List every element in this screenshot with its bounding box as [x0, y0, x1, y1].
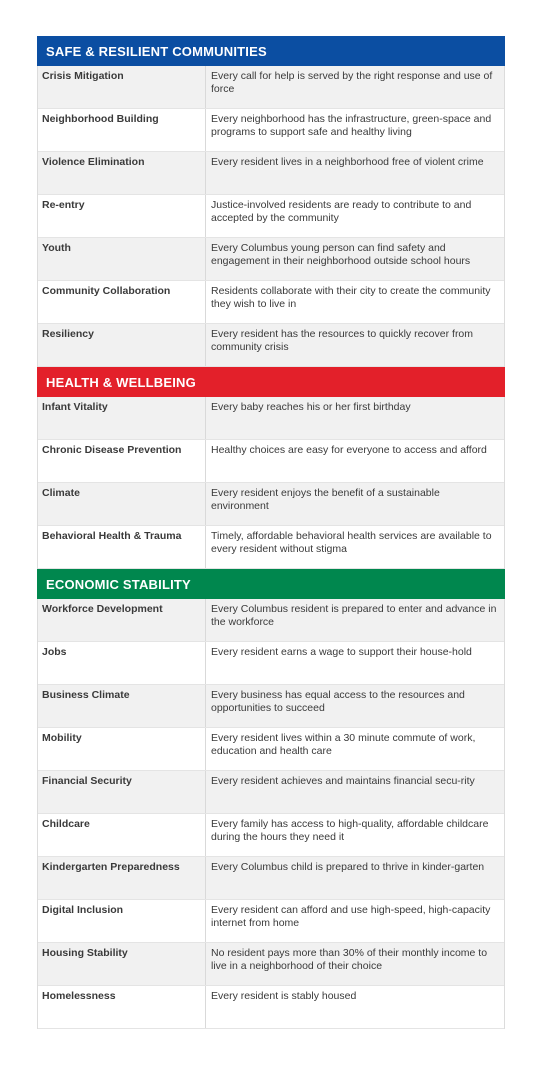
goal-description: Every resident achieves and maintains financial secu-rity	[211, 775, 475, 787]
section-body	[37, 599, 505, 1029]
table-row	[38, 195, 504, 238]
goal-category: Mobility	[38, 728, 206, 770]
section-body	[37, 66, 505, 367]
goal-category: Business Climate	[38, 685, 206, 727]
section-body	[37, 397, 505, 569]
goal-description: Every call for help is served by the right response and use of force	[211, 70, 493, 95]
table-row	[38, 685, 504, 728]
goal-description: Every resident lives in a neighborhood free of violent crime	[211, 156, 484, 168]
table-row	[38, 440, 504, 483]
goals-table	[37, 36, 505, 1029]
goal-category: Behavioral Health & Trauma	[38, 526, 206, 568]
table-row	[38, 642, 504, 685]
goal-description: Every family has access to high-quality, affordable childcare during the hours they need it	[211, 818, 489, 843]
goal-description: Every resident enjoys the benefit of a sustainable environment	[211, 487, 440, 512]
goal-description: Every Columbus young person can find safety and engagement in their neighborhood outside school hours	[211, 242, 471, 267]
goal-description: Every baby reaches his or her first birthday	[211, 401, 411, 413]
goal-category: Resiliency	[38, 324, 206, 366]
goal-description: Every resident is stably housed	[211, 990, 357, 1002]
table-row	[38, 483, 504, 526]
table-row	[38, 599, 504, 642]
goal-description: Every resident can afford and use high-speed, high-capacity internet from home	[211, 904, 491, 929]
table-row	[38, 986, 504, 1029]
table-row	[38, 397, 504, 440]
table-row	[38, 857, 504, 900]
table-row	[38, 238, 504, 281]
goal-category: Kindergarten Preparedness	[38, 857, 206, 899]
table-row	[38, 281, 504, 324]
goal-category: Digital Inclusion	[38, 900, 206, 942]
goal-description: Every Columbus child is prepared to thrive in kinder-garten	[211, 861, 485, 873]
goal-category: Homelessness	[38, 986, 206, 1028]
goal-category: Chronic Disease Prevention	[38, 440, 206, 482]
goal-description: No resident pays more than 30% of their monthly income to live in a neighborhood of their choice	[211, 947, 488, 972]
goal-category: Climate	[38, 483, 206, 525]
table-row	[38, 814, 504, 857]
table-row	[38, 771, 504, 814]
goal-description: Every neighborhood has the infrastructure, green-space and programs to support safe and healthy living	[211, 113, 492, 138]
goal-category: Workforce Development	[38, 599, 206, 641]
goal-description: Every resident earns a wage to support their house-hold	[211, 646, 472, 658]
table-row	[38, 66, 504, 109]
goal-category: Community Collaboration	[38, 281, 206, 323]
table-row	[38, 900, 504, 943]
goal-description: Every resident has the resources to quickly recover from community crisis	[211, 328, 474, 353]
goal-description: Every business has equal access to the resources and opportunities to succeed	[211, 689, 465, 714]
goal-category: Crisis Mitigation	[38, 66, 206, 108]
goal-description: Healthy choices are easy for everyone to access and afford	[211, 444, 487, 456]
goal-category: Neighborhood Building	[38, 109, 206, 151]
goal-category: Infant Vitality	[38, 397, 206, 439]
section-header: ECONOMIC STABILITY	[37, 569, 505, 599]
goal-description: Justice-involved residents are ready to contribute to and accepted by the community	[211, 199, 472, 224]
goal-category: Childcare	[38, 814, 206, 856]
goal-category: Housing Stability	[38, 943, 206, 985]
section-header: HEALTH & WELLBEING	[37, 367, 505, 397]
section-header: SAFE & RESILIENT COMMUNITIES	[37, 36, 505, 66]
goal-description: Timely, affordable behavioral health services are available to every resident without stigma	[211, 530, 492, 555]
goal-category: Re-entry	[38, 195, 206, 237]
goal-category: Financial Security	[38, 771, 206, 813]
table-row	[38, 526, 504, 569]
table-row	[38, 728, 504, 771]
goal-category: Violence Elimination	[38, 152, 206, 194]
table-row	[38, 152, 504, 195]
goal-category: Jobs	[38, 642, 206, 684]
goal-category: Youth	[38, 238, 206, 280]
table-row	[38, 324, 504, 367]
table-row	[38, 109, 504, 152]
table-row	[38, 943, 504, 986]
goal-description: Every resident lives within a 30 minute commute of work, education and health care	[211, 732, 476, 757]
goal-description: Residents collaborate with their city to create the community they wish to live in	[211, 285, 491, 310]
goal-description: Every Columbus resident is prepared to enter and advance in the workforce	[211, 603, 497, 628]
